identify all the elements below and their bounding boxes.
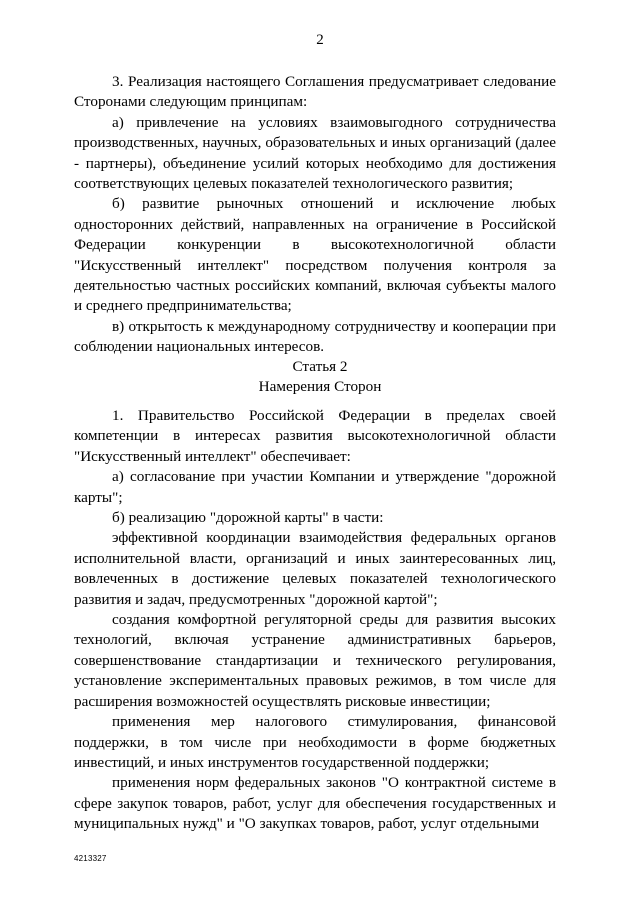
section-3-principles bbox=[74, 72, 556, 358]
paragraph-principle-c: в) открытость к международному сотрудничеству и кооперации при соблюдении национальных интересов. bbox=[74, 317, 556, 356]
paragraph-coordination: эффективной координации взаимодействия федеральных органов исполнительной власти, организаций и иных заинтересованных лиц, вовлеченных в достижение целевых показателей технологического развития и задач, предусмотренных "дорожной картой"; bbox=[74, 529, 556, 608]
article-title-heading: Намерения Сторон bbox=[258, 378, 382, 395]
document-code: 4213327 bbox=[74, 854, 107, 863]
paragraph-principle-a: а) привлечение на условиях взаимовыгодного сотрудничества производственных, научных, образовательных и иных организаций (далее - партнеры), объединение усилий которых необходимо для достижения соответствующих целевых показателей технологического развития; bbox=[74, 113, 556, 193]
paragraph-principles-intro: 3. Реализация настоящего Соглашения предусматривает следование Сторонами следующим принципам: bbox=[74, 73, 556, 111]
paragraph-item-b: б) реализацию "дорожной карты" в части: bbox=[112, 509, 384, 527]
article-2-body bbox=[74, 406, 556, 835]
paragraph-tax-incentives: применения мер налогового стимулирования, финансовой поддержки, в том числе при необходимости в форме бюджетных инвестиций, и иных инструментов государственной поддержки; bbox=[74, 713, 556, 771]
page-number: 2 bbox=[316, 32, 324, 48]
paragraph-government-provides: 1. Правительство Российской Федерации в пределах своей компетенции в интересах развития высокотехнологичной области "Искусственный интеллект" обеспечивает: bbox=[74, 407, 556, 465]
article-number-heading: Статья 2 bbox=[292, 358, 348, 375]
paragraph-regulatory-environment: создания комфортной регуляторной среды для развития высоких технологий, включая устранение административных барьеров, совершенствование стандартизации и технического регулирования, установление экспериментальных правовых режимов, в том числе для расширения возможностей осуществлять рисковые инвестиции; bbox=[74, 611, 556, 710]
paragraph-item-a: а) согласование при участии Компании и утверждение "дорожной карты"; bbox=[74, 468, 556, 506]
paragraph-federal-laws: применения норм федеральных законов "О контрактной системе в сфере закупок товаров, работ, услуг для обеспечения государственных и муниципальных нужд" и "О закупках товаров, работ, услуг отдельными bbox=[74, 774, 556, 833]
paragraph-principle-b: б) развитие рыночных отношений и исключение любых односторонних действий, направленных на ограничение в Российской Федерации конкуренции в высокотехнологичной области "Искусственный интеллект" посредством получения контроля за деятельностью частных российских компаний, включая субъекты малого и среднего предпринимательства; bbox=[74, 195, 556, 315]
